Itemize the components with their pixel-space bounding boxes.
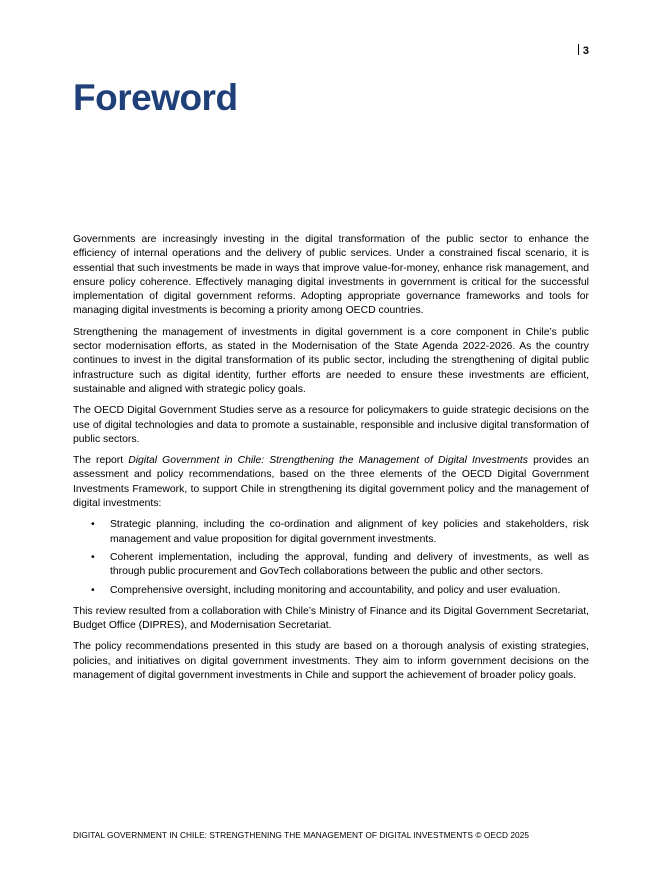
report-title: Digital Government in Chile: Strengthening the Management of Digital Investments <box>128 455 528 467</box>
page-number-separator <box>578 44 579 55</box>
page-title: Foreword <box>73 77 238 118</box>
page-footer: DIGITAL GOVERNMENT IN CHILE: STRENGTHENING THE MANAGEMENT OF DIGITAL INVESTMENTS © OECD 2025 <box>73 830 530 840</box>
framework-bullet-list <box>73 518 589 597</box>
page-number <box>578 44 589 58</box>
report-prefix: The report <box>73 455 129 467</box>
bullet-coherent-implementation: • Coherent implementation, including the approval, funding and delivery of investments, as well as through public procurement and GovTech collaborations between the public and other sectors. <box>110 551 589 580</box>
bullet-strategic-planning: • Strategic planning, including the co-ordination and alignment of key policies and stakeholders, risk management and value proposition for digital government investments. <box>110 518 589 547</box>
bullet-comprehensive-oversight: • Comprehensive oversight, including monitoring and accountability, and policy and user evaluation. <box>110 584 589 598</box>
paragraph-collaboration: This review resulted from a collaboration with Chile’s Ministry of Finance and its Digital Government Secretariat, Budget Office (DIPRES), and Modernisation Secretariat. <box>73 605 589 632</box>
paragraph-recommendations: The policy recommendations presented in this study are based on a thorough analysis of existing strategies, policies, and initiatives on digital government investments. They aim to inform government decisions on the management of digital government investments in Chile and support the achievement of broader policy goals. <box>73 641 589 682</box>
paragraph-report <box>73 454 589 511</box>
page-number-value: 3 <box>582 45 589 57</box>
paragraph-oecd-studies: The OECD Digital Government Studies serve as a resource for policymakers to guide strategic decisions on the use of digital technologies and data to promote a sustainable, responsible and inclusive digital transformation of public sectors. <box>73 405 589 445</box>
paragraph-chile-modernisation: Strengthening the management of investments in digital government is a core component in Chile’s public sector modernisation efforts, as stated in the Modernisation of the State Agenda 2022-2026. As the country continues to invest in the digital transformation of its public sector, including the strengthening of digital public infrastructure such as digital identity, further efforts are needed to ensure these investments are efficient, sustainable and aligned with strategic policy goals. <box>73 326 589 395</box>
paragraph-intro: Governments are increasingly investing in the digital transformation of the public sector to enhance the efficiency of internal operations and the delivery of public services. Under a constrained fiscal scenario, it is essential that such investments be made in ways that improve value-for-money, enhance risk management, and ensure policy coherence. Effectively managing digital investments in government is critical for the successful implementation of digital government reforms. Adopting appropriate governance frameworks and tools for managing digital investments is becoming a priority among OECD countries. <box>73 234 589 317</box>
foreword-body <box>73 233 589 690</box>
report-suffix: provides an assessment and policy recommendations, based on the three elements of the OECD Digital Government Investments Framework, to support Chile in strengthening its digital government policy and the management of digital investments: <box>73 455 589 510</box>
